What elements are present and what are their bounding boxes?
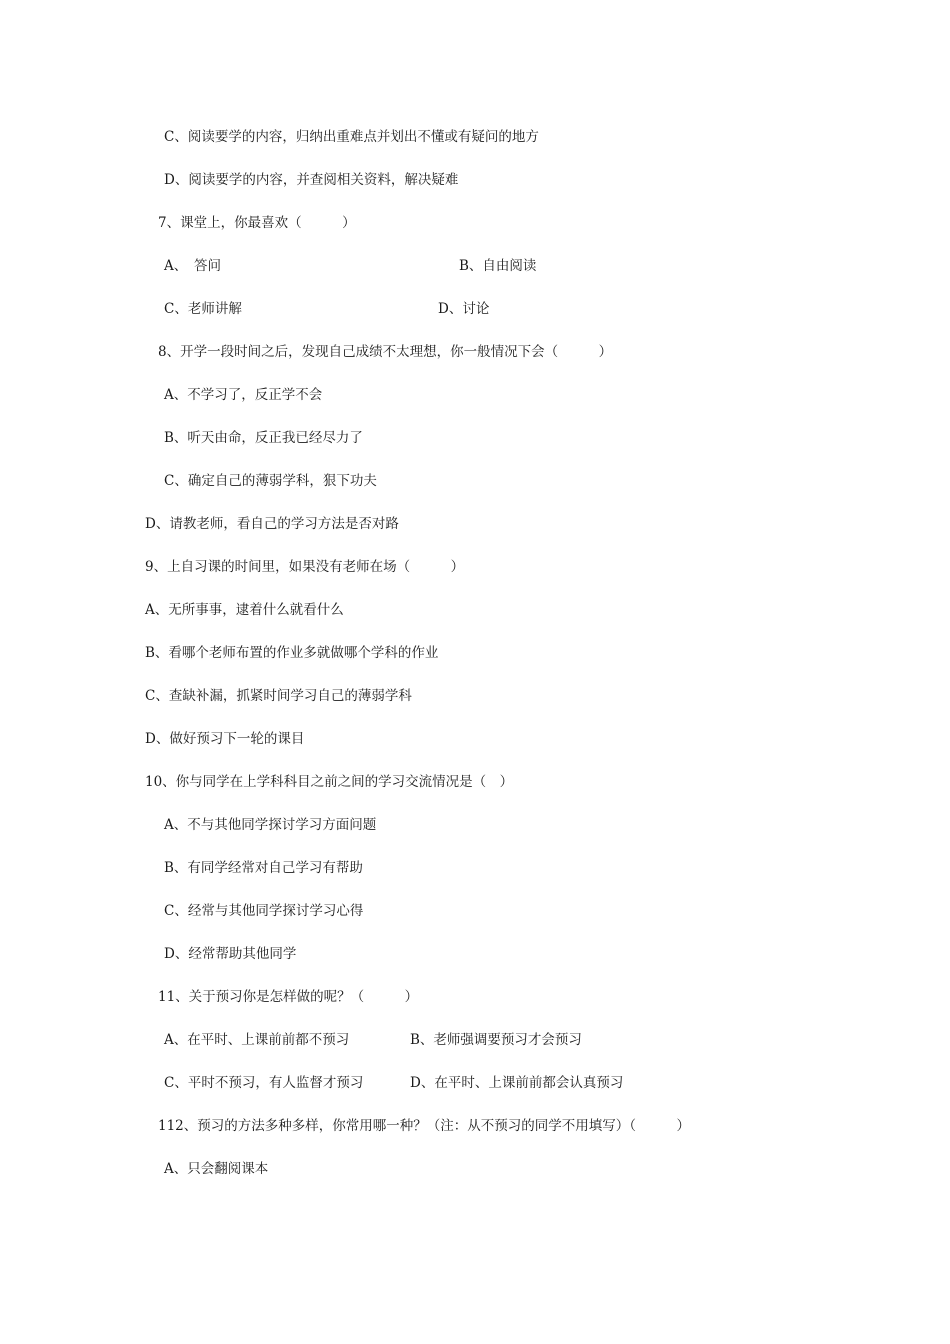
option-10d: D、经常帮助其他同学 xyxy=(164,946,297,962)
option-10b: B、有同学经常对自己学习有帮助 xyxy=(164,860,363,876)
question-7: 7、课堂上，你最喜欢（ ） xyxy=(158,215,356,231)
option-8b: B、听天由命，反正我已经尽力了 xyxy=(164,430,363,446)
question-12: 112、预习的方法多种多样，你常用哪一种？（注：从不预习的同学不用填写）（ ） xyxy=(158,1118,691,1134)
option-8c: C、确定自己的薄弱学科，狠下功夫 xyxy=(164,473,377,489)
option-7a: A、 答问 xyxy=(164,258,221,274)
option-11a: A、在平时、上课前前都不预习 xyxy=(164,1032,350,1048)
option-6d: D、阅读要学的内容，并查阅相关资料，解决疑难 xyxy=(164,172,459,188)
option-8a: A、不学习了，反正学不会 xyxy=(164,387,323,403)
option-9b: B、看哪个老师布置的作业多就做哪个学科的作业 xyxy=(145,645,439,661)
option-7d: D、讨论 xyxy=(438,301,490,317)
option-9d: D、做好预习下一轮的课目 xyxy=(145,731,305,747)
question-8: 8、开学一段时间之后，发现自己成绩不太理想，你一般情况下会（ ） xyxy=(158,344,613,360)
option-7b: B、自由阅读 xyxy=(459,258,537,274)
option-9a: A、无所事事，逮着什么就看什么 xyxy=(145,602,344,618)
question-10: 10、你与同学在上学科科目之前之间的学习交流情况是（ ） xyxy=(145,774,514,790)
option-8d: D、请教老师，看自己的学习方法是否对路 xyxy=(145,516,399,532)
option-11c: C、平时不预习，有人监督才预习 xyxy=(164,1075,364,1091)
option-11b: B、老师强调要预习才会预习 xyxy=(410,1032,582,1048)
option-12a: A、只会翻阅课本 xyxy=(164,1161,269,1177)
option-11d: D、在平时、上课前前都会认真预习 xyxy=(410,1075,624,1091)
option-10a: A、不与其他同学探讨学习方面问题 xyxy=(164,817,377,833)
option-10c: C、经常与其他同学探讨学习心得 xyxy=(164,903,364,919)
option-7c: C、老师讲解 xyxy=(164,301,242,317)
question-11: 11、关于预习你是怎样做的呢？（ ） xyxy=(158,989,419,1005)
option-9c: C、查缺补漏，抓紧时间学习自己的薄弱学科 xyxy=(145,688,412,704)
option-6c: C、阅读要学的内容，归纳出重难点并划出不懂或有疑问的地方 xyxy=(164,129,539,145)
question-9: 9、上自习课的时间里，如果没有老师在场（ ） xyxy=(145,559,465,575)
